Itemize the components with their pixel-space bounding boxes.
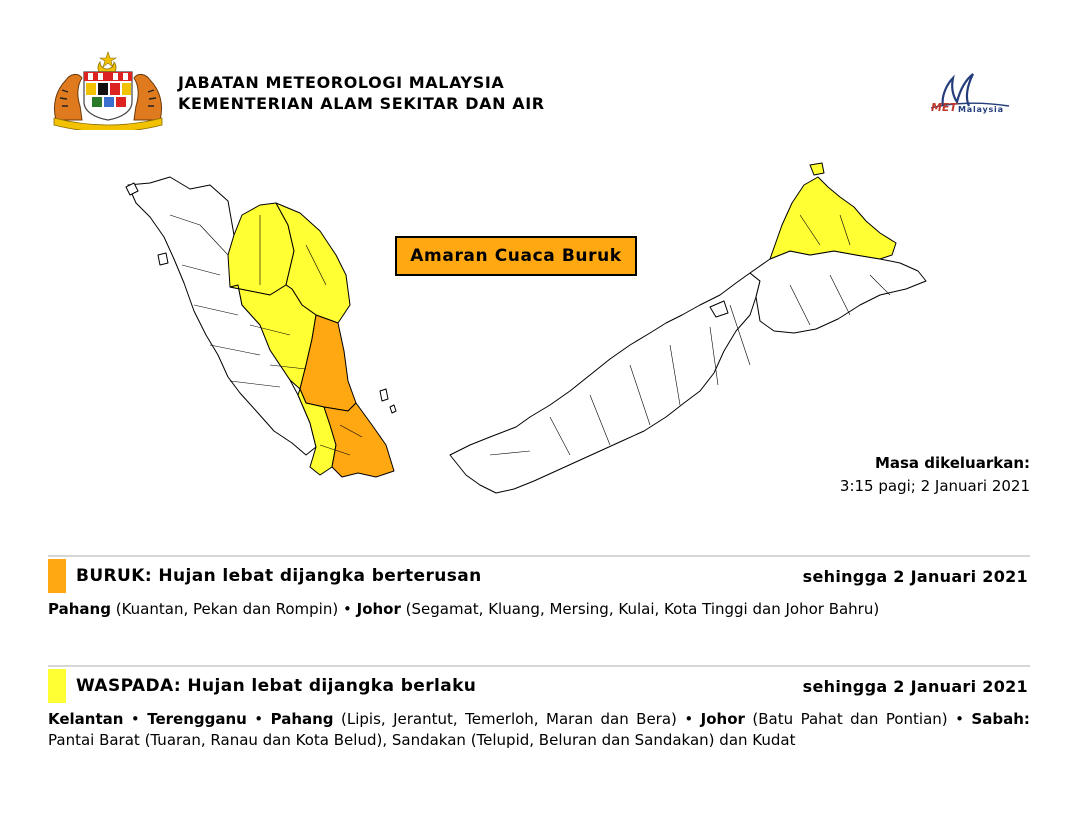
warning-map — [110, 155, 950, 505]
waspada-area-state: Johor — [700, 710, 745, 728]
bullet-separator: • — [130, 710, 140, 728]
logo-malaysia-text: Malaysia — [958, 105, 1004, 114]
waspada-until: sehingga 2 Januari 2021 — [802, 677, 1028, 696]
bullet-separator: • — [955, 710, 964, 728]
malaysia-map-svg — [110, 155, 950, 505]
buruk-section — [48, 555, 1030, 620]
waspada-title: WASPADA: Hujan lebat dijangka berlaku — [76, 676, 477, 696]
waspada-area-state: Terengganu — [147, 710, 247, 728]
waspada-area-districts: (Batu Pahat dan Pontian) — [752, 710, 948, 728]
issued-label: Masa dikeluarkan: — [874, 454, 1030, 472]
buruk-area-state: Pahang — [48, 600, 111, 618]
issued-time: 3:15 pagi; 2 Januari 2021 — [839, 477, 1030, 495]
johor-east-region — [324, 403, 394, 477]
warning-map-title: Amaran Cuaca Buruk — [395, 236, 637, 276]
waspada-section — [48, 665, 1030, 751]
buruk-until: sehingga 2 Januari 2021 — [802, 567, 1028, 586]
met-malaysia-logo — [913, 68, 1033, 118]
buruk-area-districts: (Kuantan, Pekan dan Rompin) — [115, 600, 339, 618]
waspada-area-state: Pahang — [270, 710, 334, 728]
banggi-island — [810, 163, 824, 175]
waspada-area-districts: Pantai Barat (Tuaran, Ranau dan Kota Belud), Sandakan (Telupid, Beluran dan Sandakan) dan Kudat — [48, 731, 796, 749]
buruk-area-state: Johor — [356, 600, 401, 618]
waspada-area-state: Sabah: — [971, 710, 1030, 728]
buruk-color-swatch — [48, 559, 66, 593]
malaysia-coat-of-arms-icon — [48, 50, 168, 130]
bullet-separator: • — [684, 710, 694, 728]
issued-time-block — [840, 452, 1030, 498]
buruk-area-districts: (Segamat, Kluang, Mersing, Kulai, Kota Tinggi dan Johor Bahru) — [405, 600, 880, 618]
logo-met-text: MET — [931, 101, 957, 114]
sabah-south-region — [750, 251, 926, 333]
waspada-area-districts: (Lipis, Jerantut, Temerloh, Maran dan Bera) — [341, 710, 677, 728]
bullet-separator: • — [342, 600, 352, 618]
agency-title — [178, 72, 545, 114]
bullet-separator: • — [254, 710, 264, 728]
buruk-title: BURUK: Hujan lebat dijangka berterusan — [76, 566, 482, 586]
buruk-areas — [48, 599, 1030, 620]
ministry-name: KEMENTERIAN ALAM SEKITAR DAN AIR — [178, 94, 545, 113]
header — [48, 50, 1038, 140]
waspada-areas — [48, 709, 1030, 751]
agency-name: JABATAN METEOROLOGI MALAYSIA — [178, 73, 505, 92]
waspada-header — [48, 665, 1030, 707]
tioman-island — [380, 389, 388, 401]
waspada-area-state: Kelantan — [48, 710, 124, 728]
buruk-header — [48, 555, 1030, 597]
penang-island — [158, 253, 168, 265]
waspada-color-swatch — [48, 669, 66, 703]
sabah-north-region — [770, 177, 896, 259]
